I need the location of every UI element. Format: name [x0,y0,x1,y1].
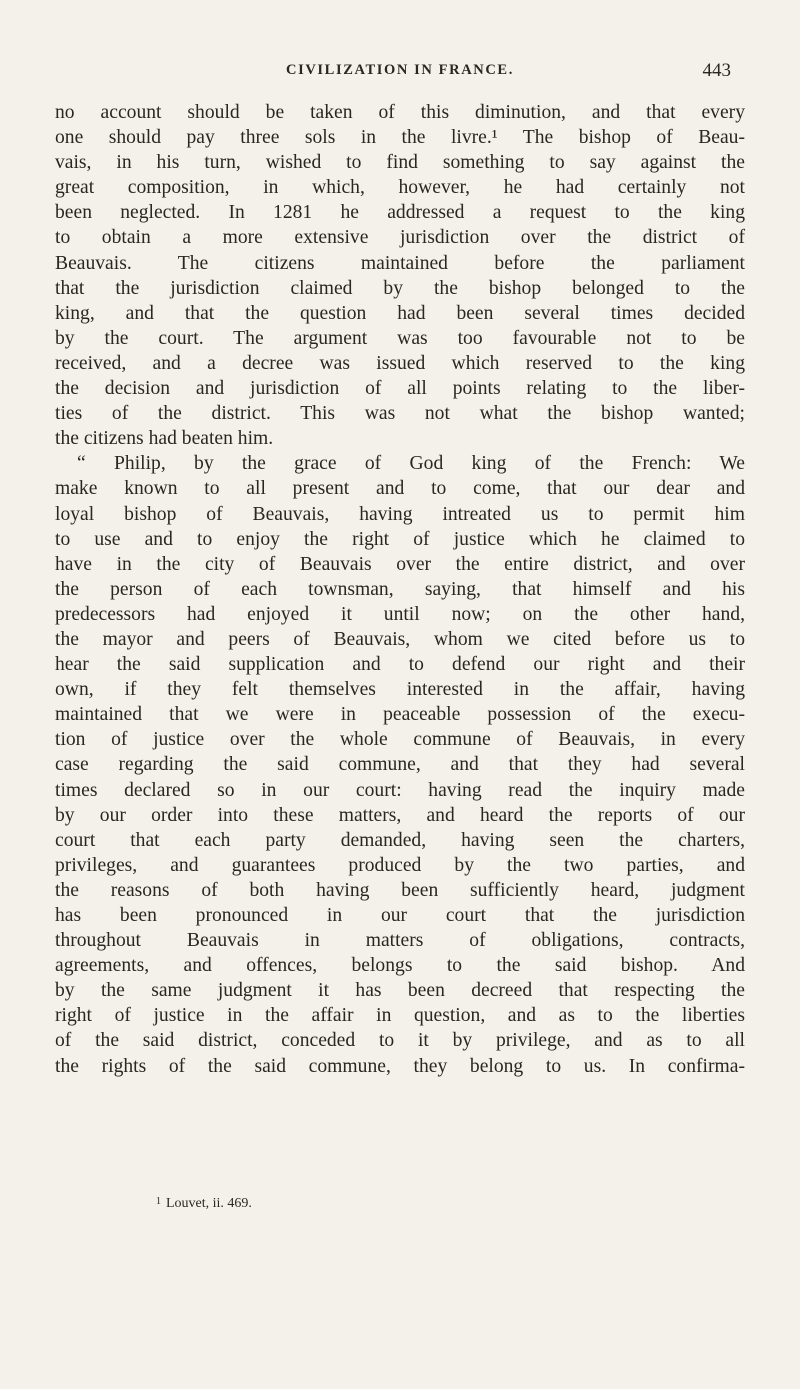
text-line: have in the city of Beauvais over the entire district, and over [55,553,745,575]
text-line: by the court. The argument was too favourable not to be [55,327,745,349]
text-line: throughout Beauvais in matters of obligations, contracts, [55,930,745,952]
text-line: court that each party demanded, having seen the charters, [55,829,745,851]
text-line: case regarding the said commune, and that they had several [55,754,745,776]
text-line: hear the said supplication and to defend our right and their [55,654,745,676]
text-line: the decision and jurisdiction of all points relating to the liber- [55,378,745,400]
text-line: of the said district, conceded to it by privilege, and as to all [55,1030,745,1052]
text-line: right of justice in the affair in question, and as to the liberties [55,1005,745,1027]
text-line: agreements, and offences, belongs to the said bishop. And [55,955,745,977]
text-line: received, and a decree was issued which reserved to the king [55,352,745,374]
text-line: the person of each townsman, saying, that himself and his [55,578,745,600]
text-line: king, and that the question had been several times decided [55,302,745,324]
text-line: no account should be taken of this diminution, and that every [55,102,745,123]
text-line: maintained that we were in peaceable possession of the execu- [55,704,745,726]
text-line: by our order into these matters, and heard the reports of our [55,804,745,826]
text-line: make known to all present and to come, that our dear and [55,478,745,500]
text-line: one should pay three sols in the livre.¹ The bishop of Beau- [55,127,745,149]
text-line: loyal bishop of Beauvais, having intreated us to permit him [55,503,745,525]
text-line: Beauvais. The citizens maintained before the parliament [55,252,745,274]
text-line: ties of the district. This was not what the bishop wanted; [55,403,745,425]
text-line: predecessors had enjoyed it until now; on the other hand, [55,603,745,625]
text-line: own, if they felt themselves interested in the affair, having [55,679,745,701]
text-line: tion of justice over the whole commune of Beauvais, in every [55,729,745,751]
page-number: 443 [702,60,731,81]
text-line: vais, in his turn, wished to find something to say against the [55,152,745,174]
body-text [55,100,745,1079]
running-title: CIVILIZATION IN FRANCE. [286,62,514,78]
text-line: to obtain a more extensive jurisdiction over the district of [55,227,745,249]
footnote [156,1196,252,1212]
running-head [0,60,800,90]
text-line: the citizens had beaten him. [55,428,274,450]
text-line: been neglected. In 1281 he addressed a request to the king [55,202,745,224]
text-line: the mayor and peers of Beauvais, whom we cited before us to [55,628,745,650]
text-line: great composition, in which, however, he had certainly not [55,177,745,199]
text-line: “ Philip, by the grace of God king of the French: We [77,453,745,475]
text-line: times declared so in our court: having read the inquiry made [55,779,745,801]
text-line: by the same judgment it has been decreed that respecting the [55,980,745,1002]
text-line: to use and to enjoy the right of justice which he claimed to [55,528,745,550]
text-line: has been pronounced in our court that the jurisdiction [55,905,745,926]
footnote-mark: 1 [156,1196,161,1207]
text-line: that the jurisdiction claimed by the bishop belonged to the [55,277,745,299]
footnote-text: Louvet, ii. 469. [166,1196,252,1211]
text-line: privileges, and guarantees produced by the two parties, and [55,854,745,876]
text-line: the reasons of both having been sufficiently heard, judgment [55,879,745,901]
text-line: the rights of the said commune, they belong to us. In confirma- [55,1055,745,1077]
